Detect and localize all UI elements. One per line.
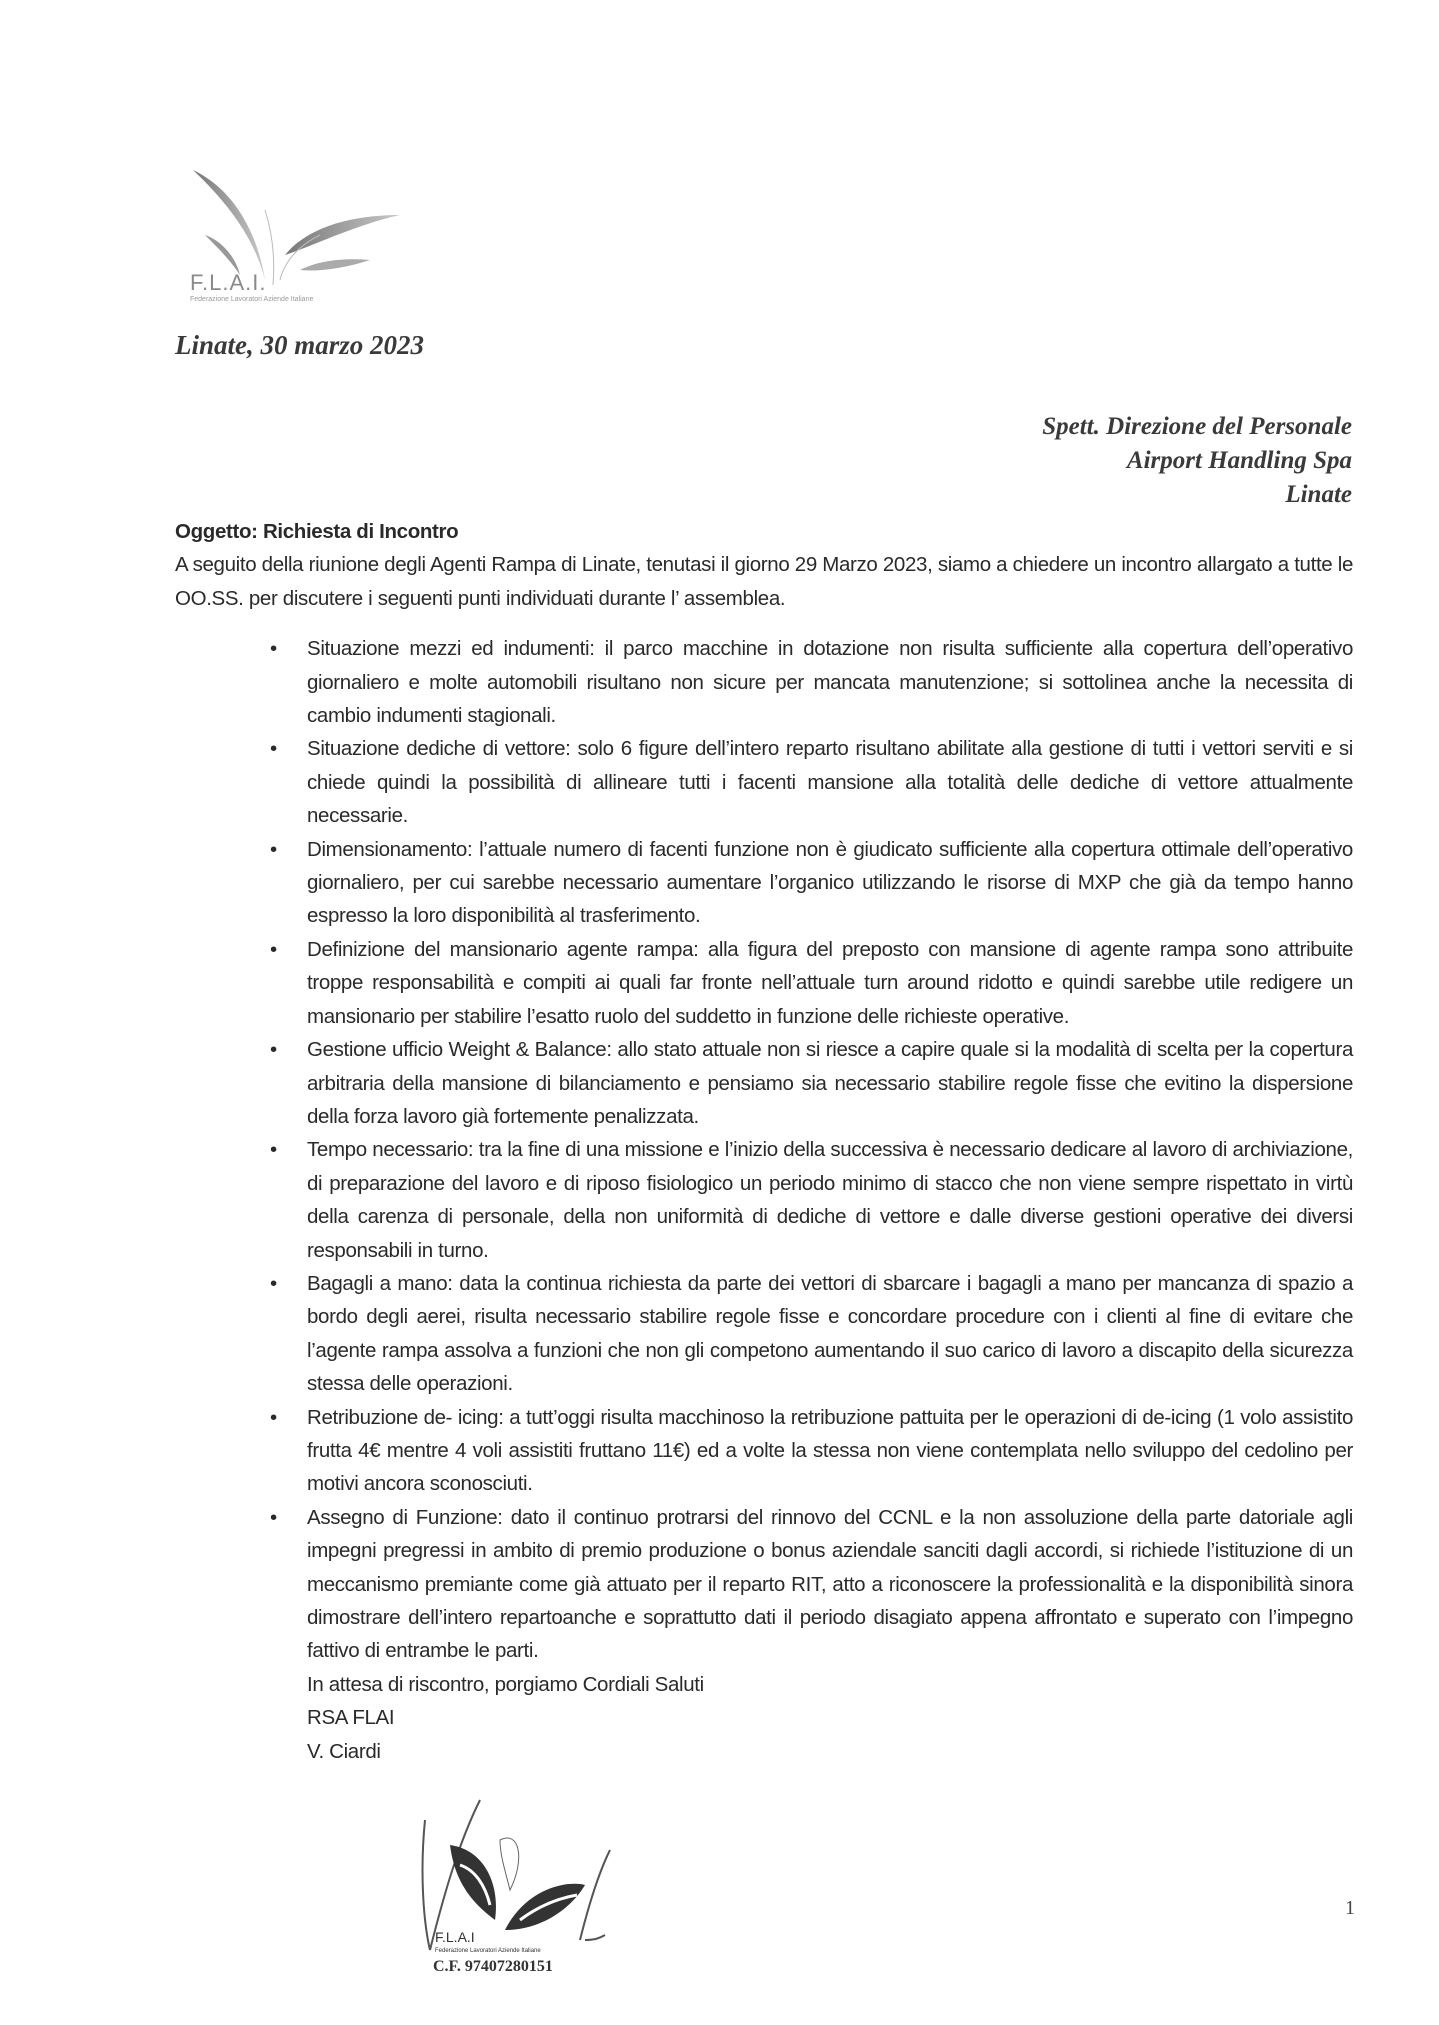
bullet-icon: • [270, 1505, 277, 1529]
points-list [175, 632, 1353, 1668]
bullet-icon: • [270, 637, 277, 661]
stamp-logo-text: F.L.A.I [435, 1929, 475, 1945]
recipient-line: Linate [1285, 481, 1352, 508]
list-item: • Definizione del mansionario agente rampa: alla figura del preposto con mansione di agente rampa sono attribuite troppe responsabilità e compiti ai quali far fronte nell’attuale turn around ridotto e quindi sarebbe utile redigere un mansionario per stabilire l’esatto ruolo del suddetto in funzione delle richieste operative. [307, 933, 1353, 1033]
list-item: • Assegno di Funzione: dato il continuo protrarsi del rinnovo del CCNL e la non assoluzione della parte datoriale agli impegni pregressi in ambito di premio produzione o bonus aziendale sanciti dagli accordi, si richiede l’istituzione di un meccanismo premiante come già attuato per il reparto RIT, atto a riconoscere la professionalità e la disponibilità sinora dimostrare dell’intero repartoanche e soprattutto dati il periodo disagiato appena affrontato e superato con l’impegno fattivo di entrambe le parti. [307, 1501, 1353, 1668]
letter-body [175, 515, 1353, 1768]
logo-subtitle: Federazione Lavoratori Aziende Italiane [190, 296, 314, 303]
subject-line: Oggetto: Richiesta di Incontro [175, 520, 459, 543]
closing-org: RSA FLAI [307, 1706, 395, 1730]
letter-date: Linate, 30 marzo 2023 [175, 330, 425, 360]
bullet-icon: • [270, 937, 277, 961]
list-item: • Retribuzione de- icing: a tutt’oggi risulta macchinoso la retribuzione pattuita per le operazioni di de-icing (1 volo assistito frutta 4€ mentre 4 voli assistiti fruttano 11€) ed a volte la stessa non viene contemplata nello sviluppo del cedolino per motivi ancora sconosciuti. [307, 1401, 1353, 1501]
bullet-icon: • [270, 1138, 277, 1162]
bullet-icon: • [270, 1038, 277, 1062]
bullet-icon: • [270, 1271, 277, 1295]
list-item: • Dimensionamento: l’attuale numero di facenti funzione non è giudicato sufficiente alla copertura ottimale dell’operativo giornaliero, per cui sarebbe necessario aumentare l’organico utilizzando le risorse di MXP che già da tempo hanno espresso la loro disponibilità al trasferimento. [307, 833, 1353, 933]
logo-text: F.L.A.I. [190, 270, 267, 295]
recipient-block [1042, 410, 1352, 512]
signature-stamp [405, 1790, 705, 1970]
closing-signatory: V. Ciardi [307, 1739, 381, 1763]
bullet-icon: • [270, 837, 277, 861]
list-item: • Tempo necessario: tra la fine di una missione e l’inizio della successiva è necessario dedicare al lavoro di archiviazione, di preparazione del lavoro e di riposo fisiologico un periodo minimo di stacco che non viene sempre rispettato in virtù della carenza di personale, della non uniformità di dediche di vettore e dalle diverse gestioni operative dei diversi responsabili in turno. [307, 1133, 1353, 1267]
recipient-line: Spett. Direzione del Personale [1042, 413, 1352, 440]
list-item: • Gestione ufficio Weight & Balance: allo stato attuale non si riesce a capire quale si la modalità di scelta per la copertura arbitraria della mansione di bilanciamento e pensiamo sia necessario stabilire regole fisse che evitino la dispersione della forza lavoro già fortemente penalizzata. [307, 1033, 1353, 1133]
intro-paragraph: A seguito della riunione degli Agenti Rampa di Linate, tenutasi il giorno 29 Marzo 2023, siamo a chiedere un incontro allargato a tutte le OO.SS. per discutere i seguenti punti individuati durante l’ assemblea. [175, 553, 1353, 610]
closing-greeting: In attesa di riscontro, porgiamo Cordiali Saluti [307, 1672, 704, 1696]
stamp-subtitle: Federazione Lavoratori Aziende Italiane [435, 1948, 541, 1954]
bullet-icon: • [270, 1405, 277, 1429]
bullet-icon: • [270, 737, 277, 761]
closing-block [175, 1668, 1353, 1768]
list-item: • Situazione mezzi ed indumenti: il parco macchine in dotazione non risulta sufficiente alla copertura dell’operativo giornaliero e molte automobili risultano non sicure per mancata manutenzione; si sottolinea anche la necessita di cambio indumenti stagionali. [307, 632, 1353, 732]
list-item: • Situazione dediche di vettore: solo 6 figure dell’intero reparto risultano abilitate alla gestione di tutti i vettori serviti e si chiede quindi la possibilità di allineare tutti i facenti mansione alla totalità delle dediche di vettore attualmente necessarie. [307, 732, 1353, 832]
tax-code: C.F. 97407280151 [433, 1958, 553, 1975]
list-item: • Bagagli a mano: data la continua richiesta da parte dei vettori di sbarcare i bagagli a mano per mancanza di spazio a bordo degli aerei, risulta necessario stabilire regole fisse e concordare procedure con i clienti al fine di evitare che l’agente rampa assolva a funzioni che non gli competono aumentando il suo carico di lavoro a discapito della sicurezza stessa delle operazioni. [307, 1267, 1353, 1401]
page-number: 1 [1345, 1897, 1355, 1919]
recipient-line: Airport Handling Spa [1126, 447, 1352, 474]
